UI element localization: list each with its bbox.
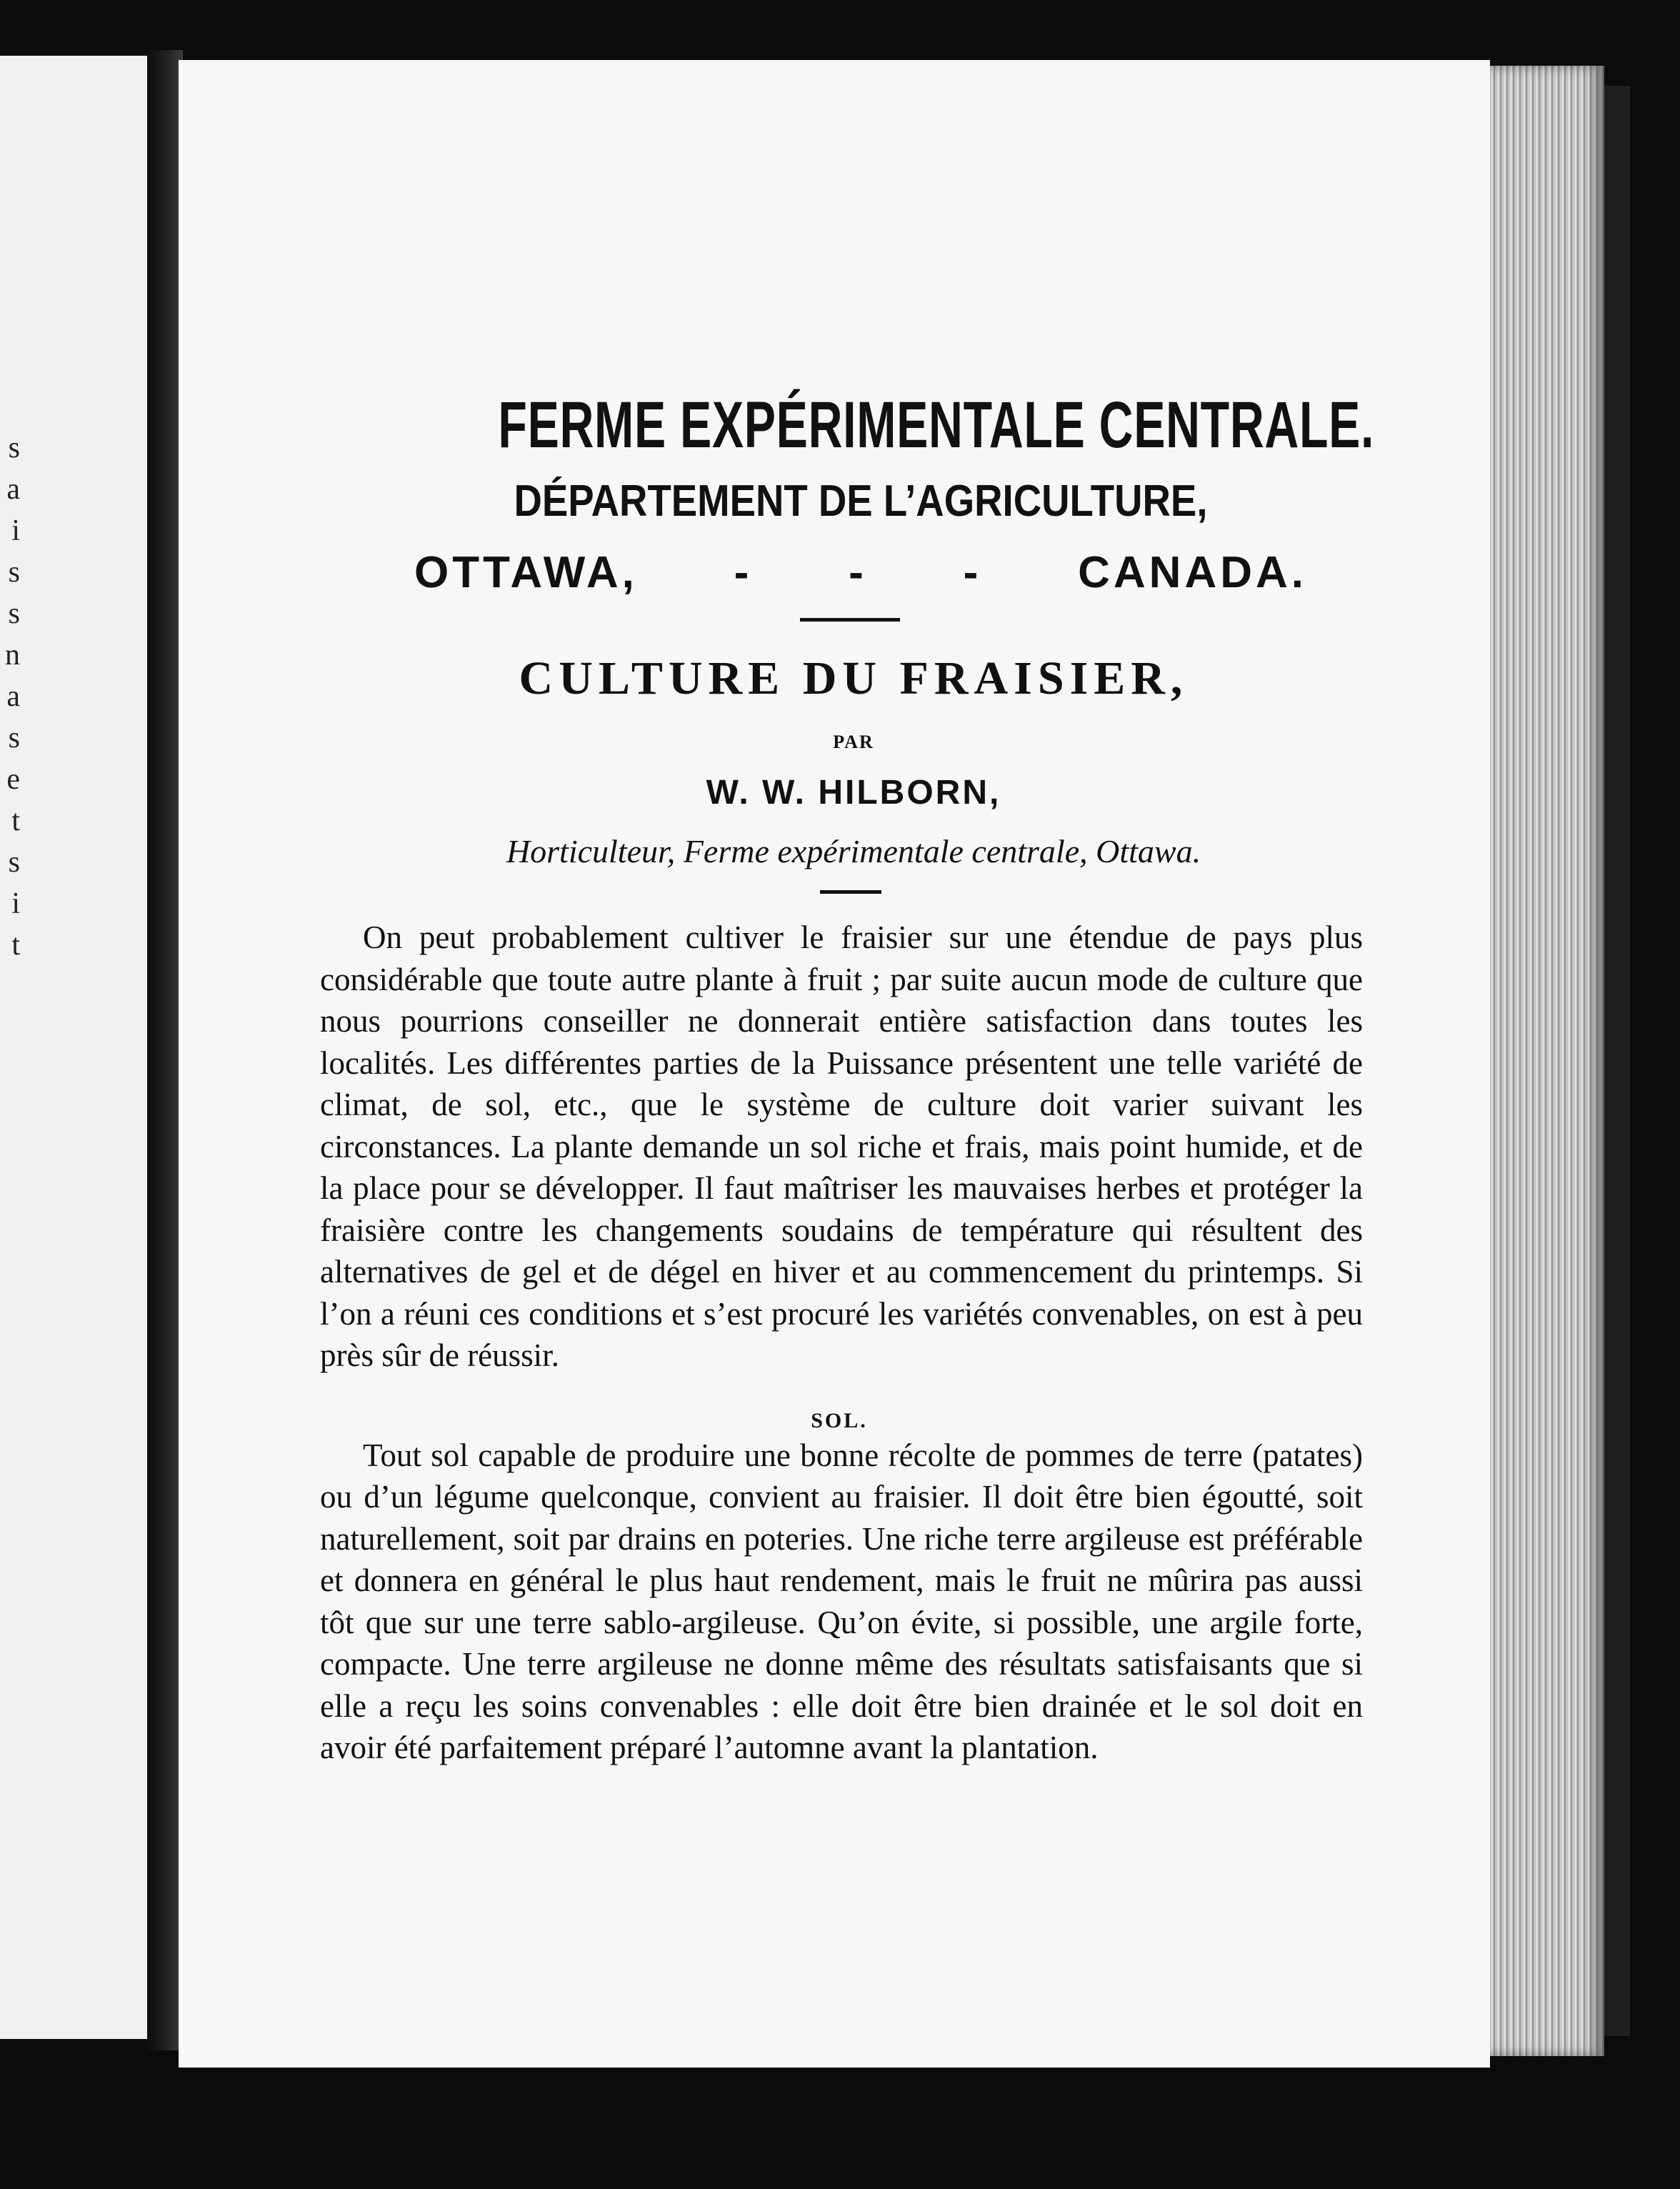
byline-label: PAR [833, 732, 874, 752]
left-margin-letter: s [8, 556, 20, 589]
left-margin-letter: s [8, 432, 20, 464]
left-margin-letter: n [5, 639, 20, 672]
body-paragraph-intro: On peut probablement cultiver le fraisier sur une étendue de pays plus considérable que toute autre plante à fruit ; par suite aucun mode de culture que nous pourrions conseiller ne donnerait entière satisfaction dans toutes les localités. Les différentes parties de la Puissance présentent une telle variété de climat, de sol, etc., que le système de culture doit varier suivant les circonstances. La plante demande un sol riche et frais, mais point humide, et de la place pour se développer. Il faut maîtriser les mauvaises herbes et protéger la fraisière contre les changements soudains de température qui résultent des alternatives de gel et de dégel en hiver et au commencement du printemps. Si l’on a réuni ces conditions et s’est procuré les variétés convenables, on est à peu près sûr de réussir. [320, 919, 1363, 1373]
left-margin-letter: s [8, 597, 20, 630]
page-edge-shadow [1604, 86, 1630, 2036]
left-margin-letter: s [8, 722, 20, 754]
location-separator: - [963, 548, 982, 597]
author-affiliation: Horticulteur, Ferme expérimentale centrale, Ottawa. [506, 833, 1201, 869]
location-separator: - [849, 548, 867, 597]
page-content [314, 386, 1375, 1801]
left-margin-letter: a [6, 473, 20, 506]
main-title: FERME EXPÉRIMENTALE CENTRALE. [498, 389, 1375, 462]
book-gutter [147, 50, 183, 2050]
section-heading-sol: SOL. [811, 1408, 868, 1432]
left-margin-letter: t [11, 804, 20, 837]
left-page [0, 56, 154, 2039]
left-margin-text [0, 427, 20, 966]
section-divider [820, 890, 881, 894]
author-name: W. W. HILBORN, [706, 774, 1001, 812]
left-margin-letter: a [6, 680, 20, 713]
left-margin-letter: e [6, 763, 20, 796]
left-margin-letter: t [11, 929, 20, 962]
location-separator: - [734, 548, 753, 597]
country-name: CANADA. [1078, 548, 1307, 597]
page-edges [1490, 66, 1604, 2056]
department-title: DÉPARTEMENT DE L’AGRICULTURE, [514, 477, 1208, 526]
location-line [414, 547, 1307, 598]
left-margin-letter: i [11, 514, 20, 547]
city-name: OTTAWA, [414, 548, 638, 597]
title-divider [800, 618, 900, 622]
article-title: CULTURE DU FRAISIER, [519, 652, 1189, 704]
left-margin-letter: s [8, 846, 20, 879]
body-paragraph-sol: Tout sol capable de produire une bonne récolte de pommes de terre (patates) ou d’un légume quelconque, convient au fraisier. Il doit être bien égoutté, soit naturellement, soit par drains en poteries. Une riche terre argileuse est préférable et donnera en général le plus haut rendement, mais le fruit ne mûrira pas aussi tôt que sur une terre sablo-argileuse. Qu’on évite, si possible, une argile forte, compacte. Une terre argileuse ne donne même des résultats satisfaisants que si elle a reçu les soins convenables : elle doit être bien drainée et le sol doit en avoir été parfaitement préparé l’automne avant la plantation. [320, 1437, 1363, 1765]
left-margin-letter: i [11, 887, 20, 920]
